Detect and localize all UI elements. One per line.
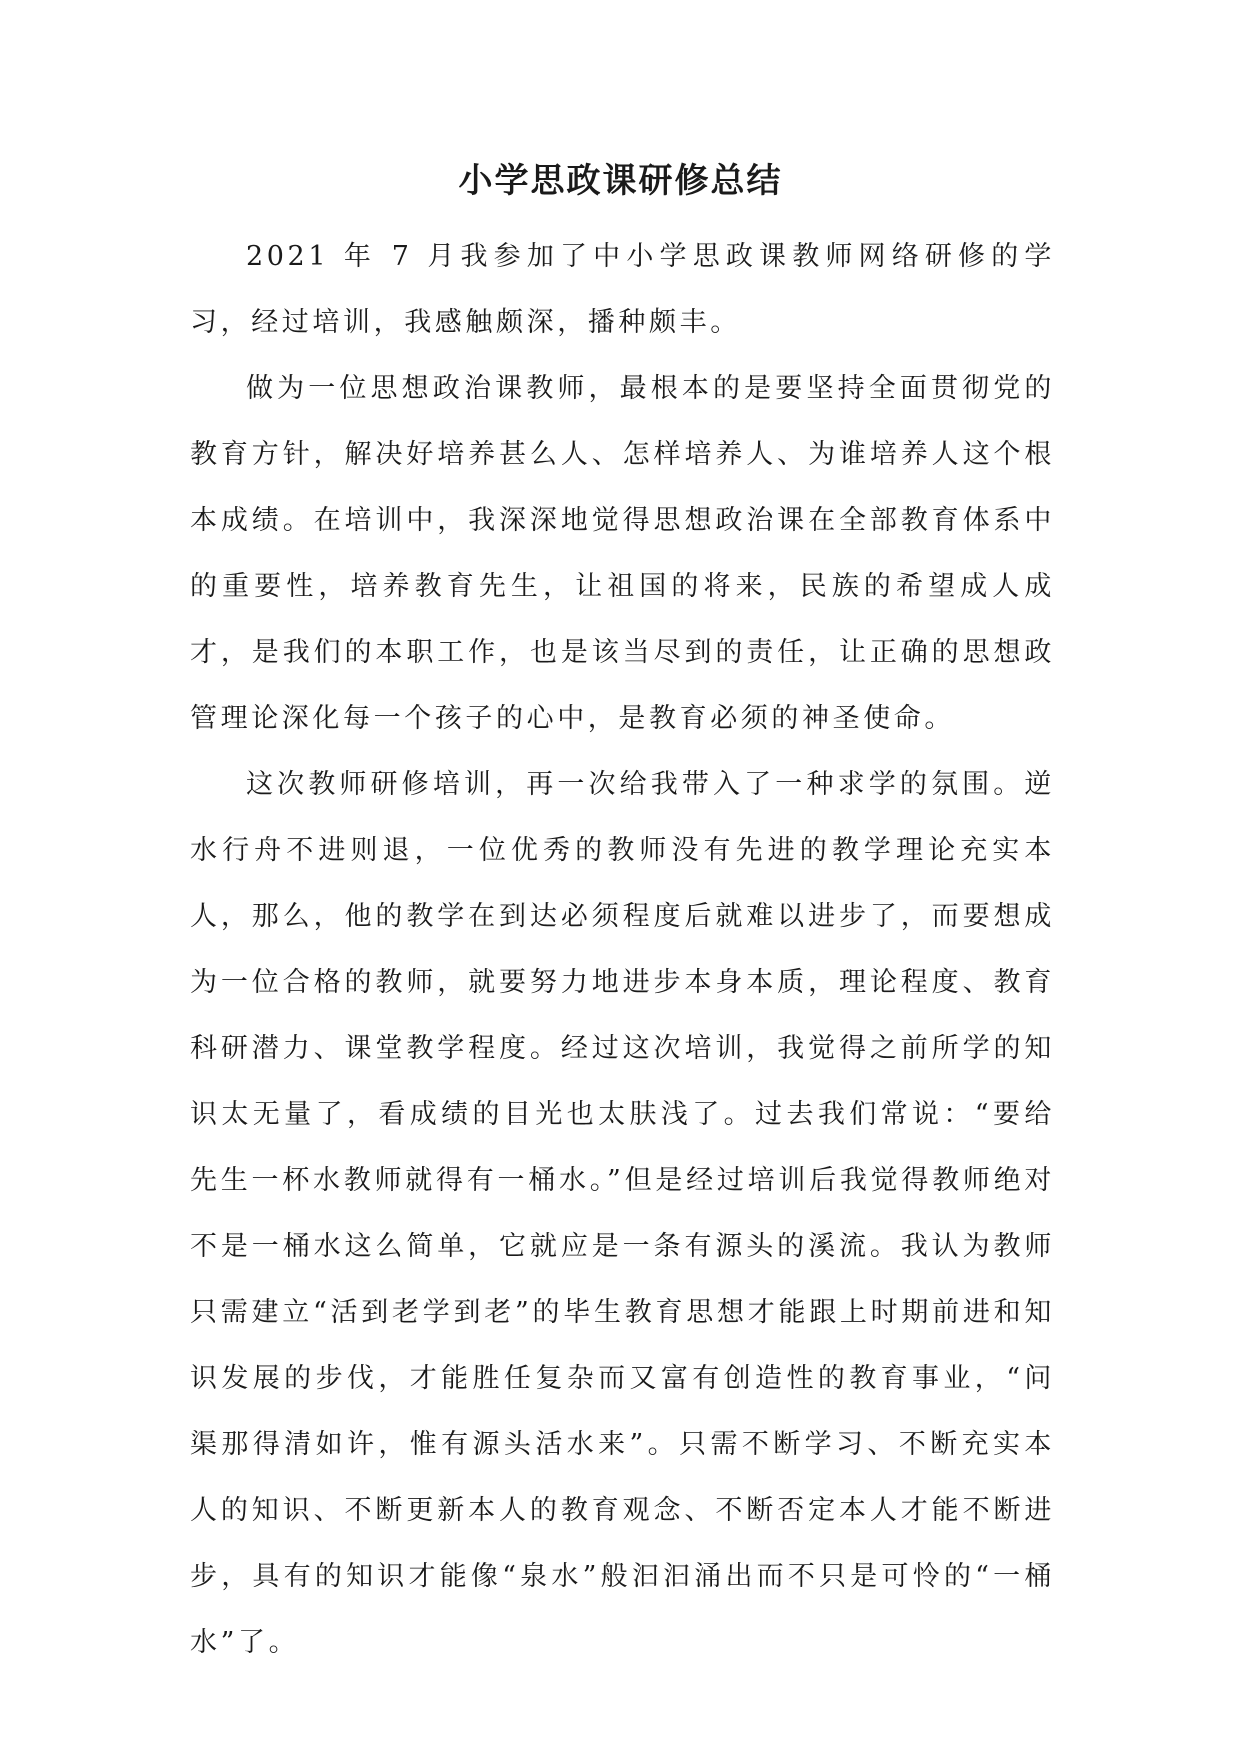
paragraph-3: 这次教师研修培训，再一次给我带入了一种求学的氛围。逆水行舟不进则退，一位优秀的教师没有先进的教学理论充实本人，那么，他的教学在到达必须程度后就难以进步了，而要想成为一位合格的教师，就要努力地进步本身本质，理论程度、教育科研潜力、课堂教学程度。经过这次培训，我觉得之前所学的知识太无量了，看成绩的目光也太肤浅了。过去我们常说：“要给先生一杯水教师就得有一桶水。”但是经过培训后我觉得教师绝对不是一桶水这么简单，它就应是一条有源头的溪流。我认为教师只需建立“活到老学到老”的毕生教育思想才能跟上时期前进和知识发展的步伐，才能胜任复杂而又富有创造性的教育事业，“问渠那得清如许，惟有源头活水来”。只需不断学习、不断充实本人的知识、不断更新本人的教育观念、不断否定本人才能不断进步，具有的知识才能像“泉水”般汩汩涌出而不只是可怜的“一桶水”了。 (190, 769, 1055, 1658)
paragraph-1: 2021 年 7 月我参加了中小学思政课教师网络研修的学习，经过培训，我感触颇深，播种颇丰。 (190, 241, 1055, 338)
document-body (190, 224, 1055, 1676)
document-title: 小学思政课研修总结 (458, 161, 783, 201)
paragraph-2: 做为一位思想政治课教师，最根本的是要坚持全面贯彻党的教育方针，解决好培养甚么人、怎样培养人、为谁培养人这个根本成绩。在培训中，我深深地觉得思想政治课在全部教育体系中的重要性，培养教育先生，让祖国的将来，民族的希望成人成才，是我们的本职工作，也是该当尽到的责任，让正确的思想政管理论深化每一个孩子的心中，是教育必须的神圣使命。 (190, 373, 1055, 734)
